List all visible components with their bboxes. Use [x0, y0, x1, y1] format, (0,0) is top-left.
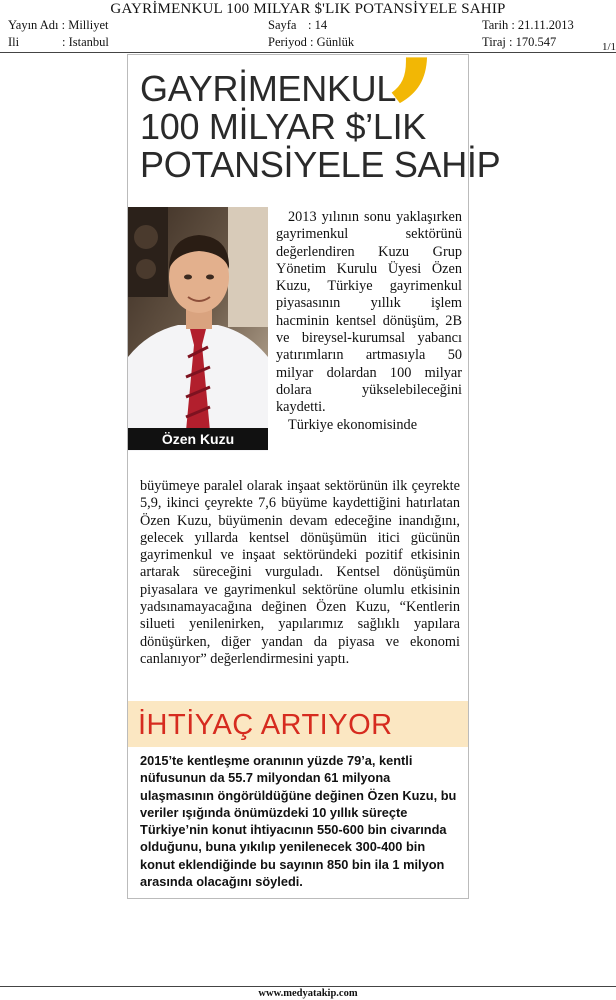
- article-column-full: [140, 478, 460, 668]
- portrait-photo: [128, 207, 268, 451]
- headline: [140, 68, 501, 185]
- periyod-label: Periyod :: [268, 35, 314, 49]
- header-divider: [0, 52, 616, 53]
- footer-url: www.medyatakip.com: [258, 988, 358, 999]
- periyod-row: [268, 35, 354, 50]
- headline-line: POTANSİYELE SAHİP: [140, 144, 501, 185]
- portrait-illustration: [128, 207, 268, 451]
- headline-line: GAYRİMENKUL: [140, 68, 397, 109]
- sayfa-row: [268, 18, 327, 33]
- headline-line: 100 MİLYAR $’LIK: [140, 106, 427, 147]
- yayin-row: [8, 18, 109, 33]
- ili-row: [8, 35, 109, 50]
- article-column-right: [276, 209, 462, 434]
- yayin-label: Yayın Adı :: [8, 18, 66, 32]
- tiraj-label: Tiraj :: [482, 35, 513, 49]
- document-title: GAYRİMENKUL 100 MILYAR $'LIK POTANSİYELE SAHIP: [110, 1, 506, 17]
- photo-caption: Özen Kuzu: [128, 428, 268, 450]
- periyod-value: Günlük: [316, 35, 355, 49]
- ili-label: Ili: [8, 35, 20, 49]
- tiraj-value: 170.547: [515, 35, 557, 49]
- footer-divider: [0, 986, 616, 987]
- tiraj-row: [482, 35, 556, 50]
- article-paragraph: büyümeye paralel olarak inşaat sektörünün ilk çeyrekte 5,9, ikinci çeyrekte 7,6 büyüme kaydettiğini hatırlatan Özen Kuzu, büyümenin devam edeceğine inandığını, gelecek yıllarda kentsel dönüşümün itici gücünün gayrimenkul ve inşaat sektöründeki pozitif etkisinin artarak süreceğini vurguladı. Kentsel dönüşümün piyasalara ve gayrimenkul sektörüne olumlu etkisinin yadsınamayacağına değinen Özen Kuzu, “Kentlerin silueti yenilenirken, yapılarımız sağlıklı yapılara dönüşürken, diğer yandan da piyasa ve ekonomi canlanıyor” değerlendirmesini yaptı.: [140, 478, 460, 667]
- tarih-value: 21.11.2013: [517, 18, 574, 32]
- yayin-value: Milliyet: [68, 18, 109, 32]
- tarih-row: [482, 18, 574, 33]
- ili-value: : Istanbul: [62, 35, 109, 49]
- quote-mark-decoration: ’: [384, 24, 440, 212]
- sayfa-value: : 14: [308, 18, 328, 32]
- highlight-paragraph: 2015’te kentleşme oranının yüzde 79’a, kentli nüfusunun da 55.7 milyondan 61 milyona ulaşmasının öngörüldüğüne değinen Özen Kuzu, bu veriler ışığında önümüzdeki 10 yıllık süreçte Türkiye’nin konut ihtiyacının 550-600 bin civarında olduğunu, buna yıkılıp yenilenecek 300-400 bin konut eklendiğinde bu sayının 850 bin ila 1 milyon arasında olacağını söyledi.: [140, 753, 457, 890]
- page-fraction: 1/1: [601, 41, 616, 53]
- tarih-label: Tarih :: [482, 18, 515, 32]
- sayfa-label: Sayfa: [268, 18, 297, 32]
- subheading: İHTİYAÇ ARTIYOR: [138, 709, 393, 741]
- article-paragraph-start: Türkiye ekonomisinde: [288, 416, 418, 433]
- article-paragraph: 2013 yılının sonu yaklaşırken gayrimenkul sektörünü değerlendiren Kuzu Grup Yönetim Kurulu Üyesi Özen Kuzu, Türkiye gayrimenkul piyasasının yıllık işlem hacminin kentsel dönüşüm, 2B ve bireysel-kurumsal yabancı yatırımların artmasıyla 50 milyar dolardan 100 milyar dolara yükselebileceğini kaydetti.: [276, 209, 462, 416]
